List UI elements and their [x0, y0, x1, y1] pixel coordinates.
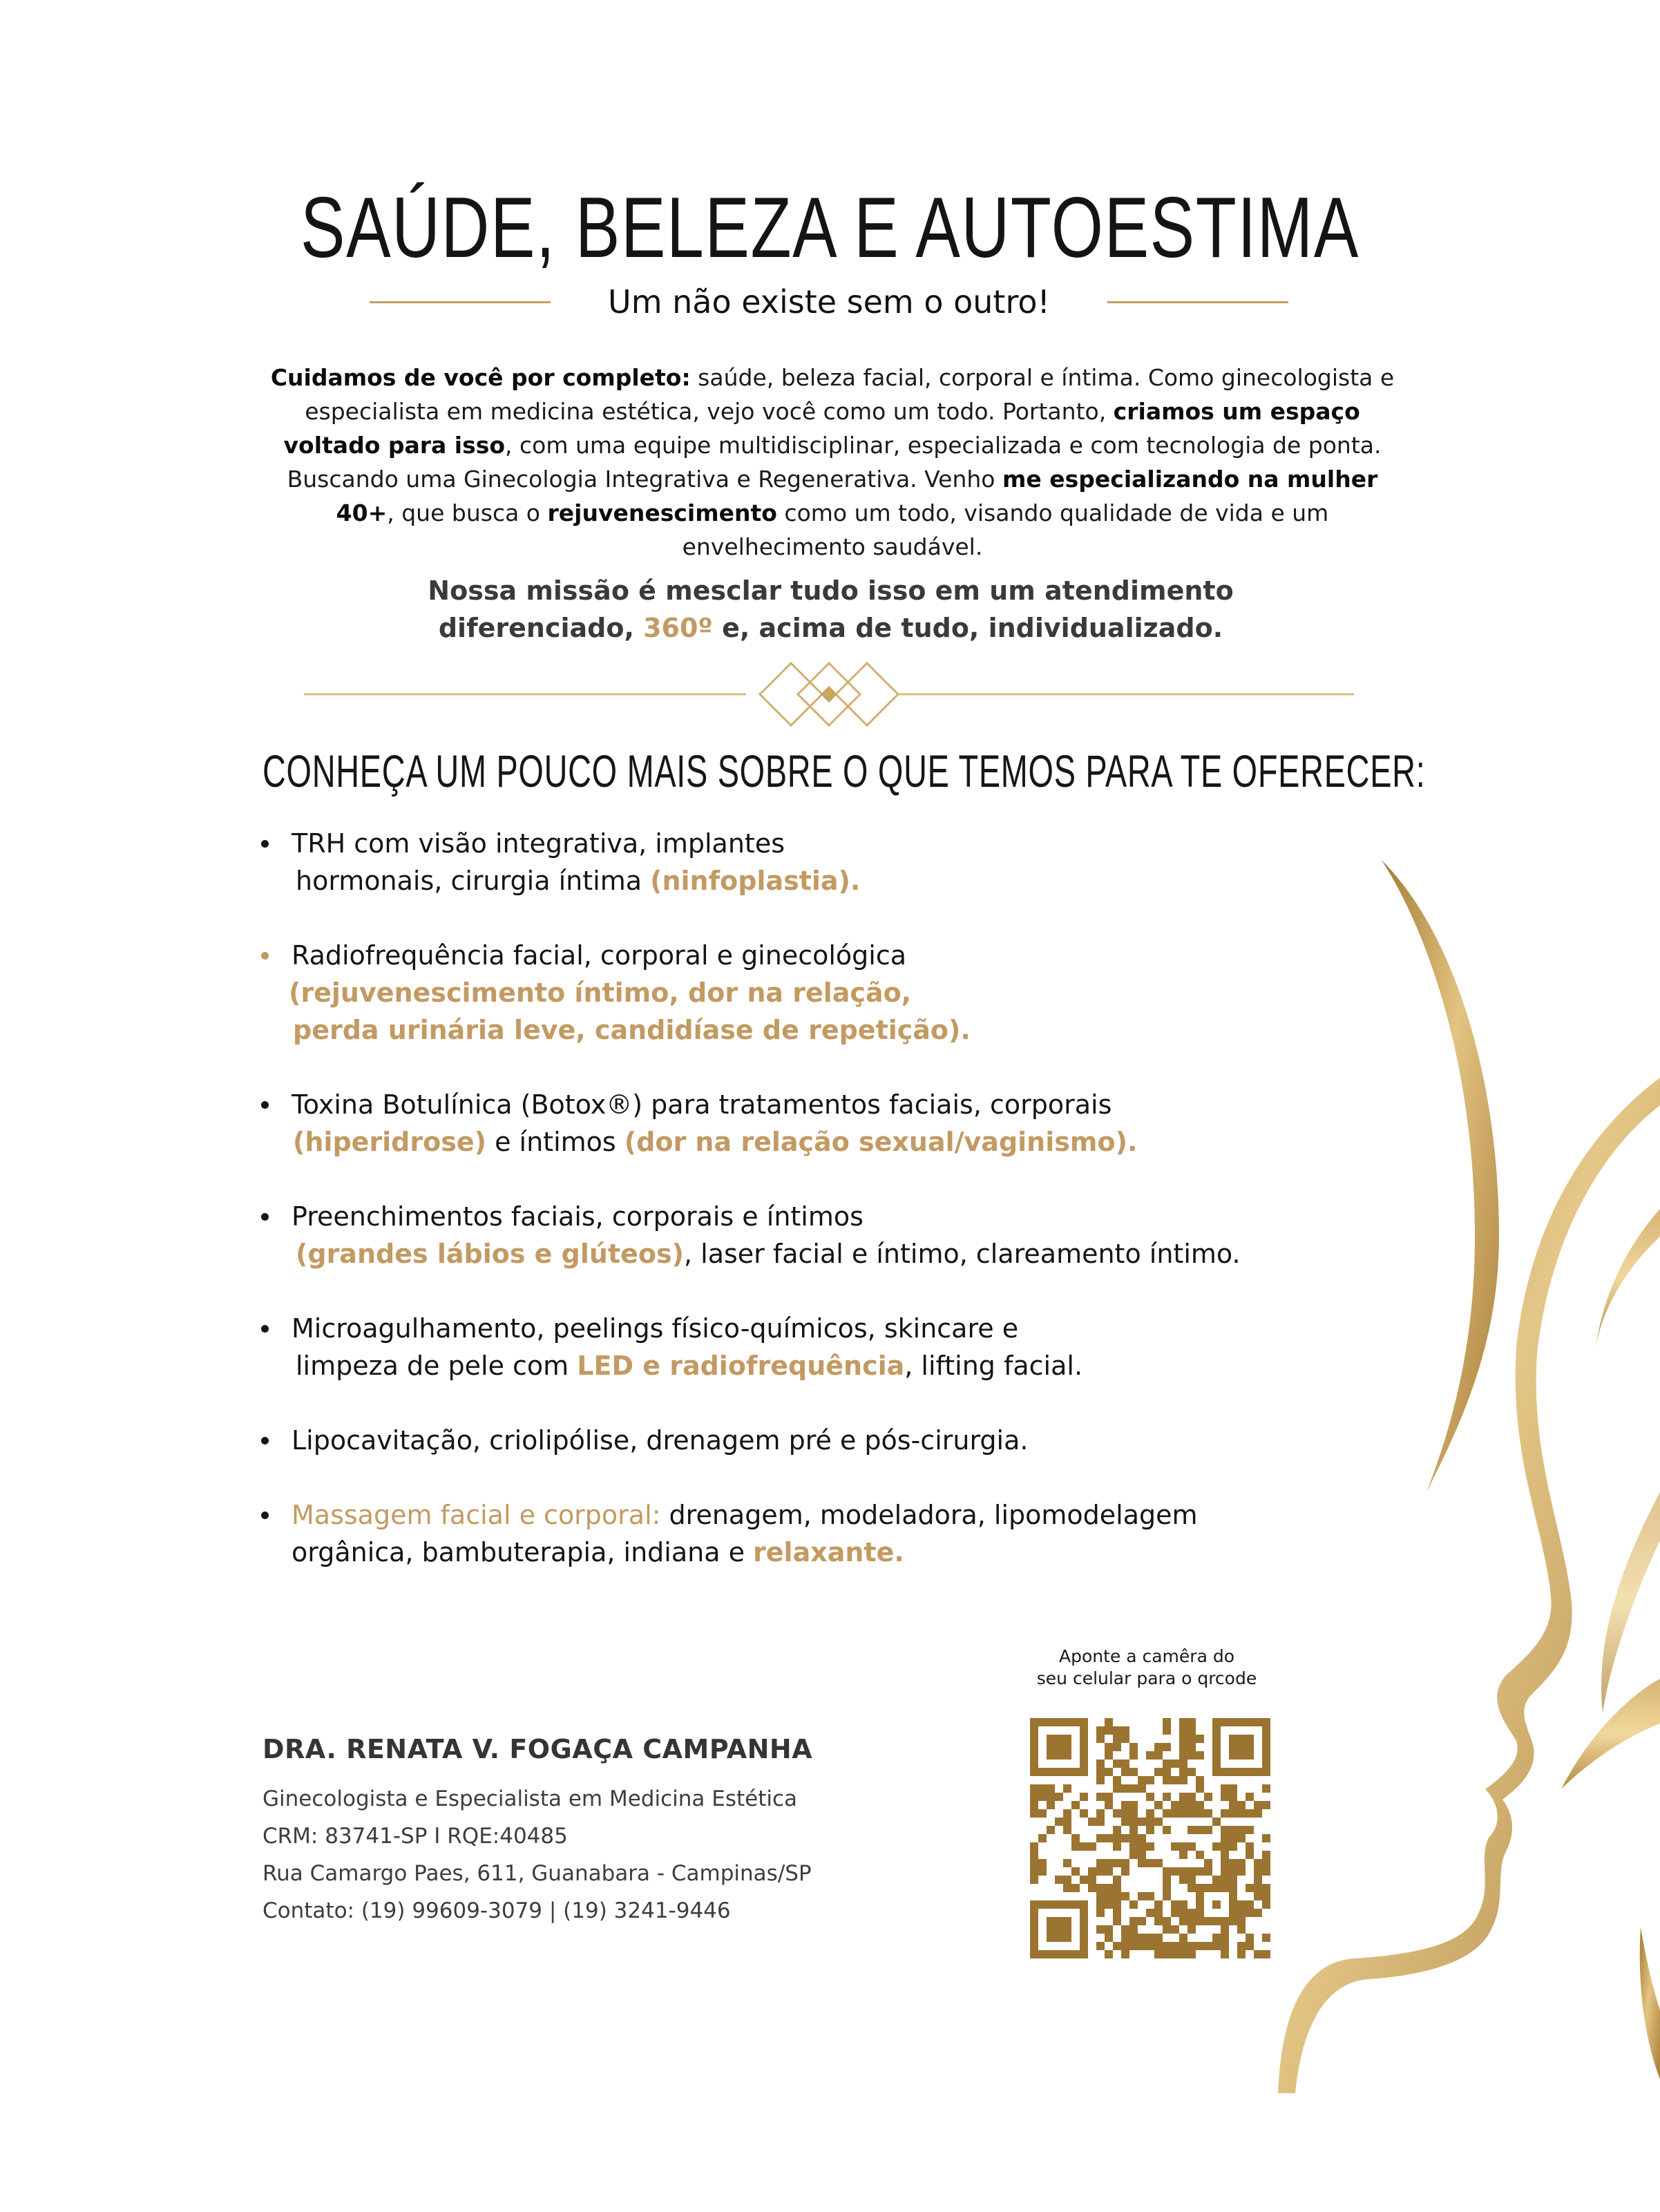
subtitle-rule-right	[1107, 301, 1288, 303]
service-line: Microagulhamento, peelings físico-químicos, skincare e	[292, 1313, 1019, 1344]
intro-text-3: , que busca o	[387, 499, 548, 526]
mission-part-2: e, acima de tudo, individualizado.	[712, 613, 1223, 643]
bullet-icon	[261, 952, 269, 960]
service-highlight: relaxante.	[753, 1537, 904, 1567]
intro-text-2: , com uma equipe multidisciplinar, especializada e com tecnologia de ponta. Buscando uma Ginecologia Integrativa e Regenerativa. Venho	[287, 432, 1382, 493]
service-line: Toxina Botulínica (Botox®) para tratamentos faciais, corporais	[292, 1089, 1112, 1120]
intro-bold-3: me especializando na mulher 40+	[336, 466, 1378, 526]
qr-caption	[1002, 1646, 1292, 1690]
contact-block	[263, 1734, 1022, 1923]
page-subtitle: Um não existe sem o outro!	[608, 283, 1050, 321]
doctor-specialty: Ginecologista e Especialista em Medicina Estética	[263, 1786, 798, 1811]
service-highlight: Massagem facial e corporal:	[292, 1500, 661, 1530]
service-line: TRH com visão integrativa, implantes	[292, 828, 785, 859]
intro-bold-4: rejuvenescimento	[547, 499, 777, 526]
service-line	[296, 862, 860, 899]
service-highlight: perda urinária leve, candidíase de repetição).	[293, 1015, 971, 1045]
service-line	[293, 1123, 1137, 1161]
service-highlight: (hiperidrose)	[293, 1127, 486, 1157]
intro-text-4: como um todo, visando qualidade de vida e um envelhecimento saudável.	[682, 499, 1329, 560]
service-highlight: (dor na relação sexual/vaginismo).	[624, 1127, 1138, 1157]
page-title: SAÚDE, BELEZA E AUTOESTIMA	[300, 180, 1360, 276]
service-line	[296, 1235, 1241, 1272]
service-line	[292, 1534, 904, 1571]
intro-bold-2: criamos um espaço voltado para isso	[283, 398, 1360, 459]
section-heading: CONHEÇA UM POUCO MAIS SOBRE O QUE TEMOS PARA TE OFERECER:	[263, 745, 1426, 797]
service-text: , laser facial e íntimo, clareamento íntimo.	[683, 1239, 1241, 1269]
service-text: limpeza de pele com	[296, 1351, 578, 1381]
bullet-icon	[261, 840, 269, 848]
service-line: Preenchimentos faciais, corporais e íntimos	[292, 1201, 864, 1232]
clinic-address: Rua Camargo Paes, 611, Guanabara - Campinas/SP	[263, 1861, 812, 1886]
service-text: hormonais, cirurgia íntima	[296, 866, 651, 896]
subtitle-row	[370, 278, 1288, 326]
service-text: drenagem, modeladora, lipomodelagem	[660, 1500, 1198, 1530]
intro-paragraph	[263, 361, 1402, 564]
service-line: Radiofrequência facial, corporal e ginecológica	[292, 940, 907, 971]
mission-highlight: 360º	[643, 613, 713, 643]
intro-text-1: saúde, beleza facial, corporal e íntima. Como ginecologista e especialista em medicina estética, vejo você como um todo. Portanto,	[305, 364, 1395, 425]
qr-caption-line: Aponte a camêra do	[1058, 1646, 1235, 1666]
service-text: orgânica, bambuterapia, indiana e	[292, 1537, 754, 1567]
service-highlight: LED e radiofrequência	[577, 1351, 905, 1381]
doctor-registration: CRM: 83741-SP I RQE:40485	[263, 1824, 568, 1849]
service-line	[292, 1496, 1198, 1534]
intro-bold-1: Cuidamos de você por completo:	[270, 364, 691, 391]
ornamental-divider	[304, 660, 1354, 729]
bullet-icon	[261, 1437, 269, 1445]
service-highlight: (grandes lábios e glúteos)	[296, 1239, 684, 1269]
bullet-icon	[261, 1325, 269, 1333]
bullet-icon	[261, 1213, 269, 1221]
contact-phone: Contato: (19) 99609-3079 | (19) 3241-9446	[263, 1898, 731, 1923]
service-highlight: (ninfoplastia).	[650, 866, 861, 896]
service-text: , lifting facial.	[904, 1351, 1083, 1381]
mission-part-1: Nossa missão é mesclar tudo isso em um atendimento diferenciado,	[428, 575, 1234, 643]
doctor-name: DRA. RENATA V. FOGAÇA CAMPANHA	[263, 1734, 813, 1764]
qr-caption-line: seu celular para o qrcode	[1036, 1668, 1257, 1688]
bullet-icon	[261, 1101, 269, 1109]
subtitle-rule-left	[370, 301, 551, 303]
mission-statement	[332, 572, 1330, 647]
service-line	[296, 1347, 1082, 1384]
service-line: Lipocavitação, criolipólise, drenagem pré e pós-cirurgia.	[292, 1425, 1029, 1456]
service-highlight: (rejuvenescimento íntimo, dor na relação,	[289, 978, 912, 1008]
service-text: e íntimos	[486, 1127, 624, 1157]
face-silhouette-icon	[1278, 850, 1660, 2093]
bullet-icon	[261, 1512, 269, 1519]
qr-code[interactable]	[1015, 1704, 1285, 1973]
